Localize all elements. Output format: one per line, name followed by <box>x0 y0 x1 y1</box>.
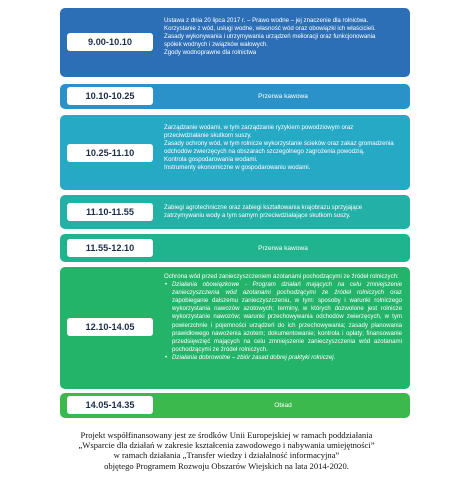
break-label: Przerwa kawowa <box>258 245 308 252</box>
description-line: odchodów zwierzęcych na obszarach szczególnego zagrożenia powodzią. <box>164 148 365 156</box>
description-line: przeciwdziałanie skutkom suszy. <box>164 132 252 140</box>
description-line: Instrumenty ekonomiczne w gospodarowaniu wodami. <box>164 164 311 172</box>
agenda-row-session <box>60 267 410 389</box>
description-line: Ochrona wód przed zanieczyszczeniem azotanami pochodzącymi ze źródeł rolniczych: <box>164 273 399 280</box>
bullet-voluntary-actions: • Działania dobrowolne – zbiór zasad dobrej praktyki rolniczej. <box>164 354 402 362</box>
bullet-lead: Działania obowiązkowe - Program działań mających na celu zmniejszenie zanieczyszczenia wód azotanami pochodzącymi ze źródeł rolniczych <box>172 281 402 297</box>
time-label: 11.10-11.55 <box>67 203 153 221</box>
description-line: Korzystanie z wód, usługi wodne, własność wód oraz obowiązki ich właścicieli. <box>164 25 376 33</box>
time-label: 14.05-14.35 <box>67 396 153 414</box>
agenda-row-session <box>60 115 410 190</box>
description-line: Ustawa z dnia 20 lipca 2017 r. – Prawo wodne – jej znaczenie dla rolnictwa. <box>164 17 369 24</box>
description-line: zatrzymywaniu wody a tym samym przeciwdziałające skutkom suszy. <box>164 212 351 220</box>
agenda-row-lunch <box>60 393 410 418</box>
description-line: spółek wodnych i związków wałowych. <box>164 41 268 49</box>
funding-line: Projekt współfinansowany jest ze środków Unii Europejskiej w ramach poddziałania <box>80 430 373 440</box>
description-line: Zarządzanie wodami, w tym zarządzanie ryzykiem powodziowym oraz <box>164 124 354 131</box>
agenda-row-session <box>60 8 410 77</box>
description-line: Zgody wodnoprawne dla rolnictwa <box>164 49 257 57</box>
description-line: Zabiegi agrotechniczne oraz zabiegi kształtowania krajobrazu sprzyjające <box>164 204 363 211</box>
bullet-list <box>164 281 402 362</box>
session-description <box>164 124 402 173</box>
time-label: 10.10-10.25 <box>67 87 153 105</box>
bullet-mandatory-actions <box>164 281 402 354</box>
time-label: 12.10-14.05 <box>67 318 153 336</box>
funding-line: „Wsparcie dla działań w zakresie kształcenia zawodowego i nabywania umiejętności” <box>78 440 375 451</box>
session-description <box>164 273 402 362</box>
agenda-row-session <box>60 195 410 229</box>
session-description <box>164 17 402 57</box>
funding-note <box>0 430 453 471</box>
lunch-label: Obiad <box>274 402 292 409</box>
description-line: Zasady ochrony wód, w tym rolnicze wykorzystanie ścieków oraz zakaz gromadzenia <box>164 140 394 148</box>
agenda-row-coffee-break <box>60 234 410 262</box>
bullet-rest: oraz zapobieganie dalszemu zanieczyszczeniu, w tym: sposoby i warunki rolniczego wykorzystania nawozów azotowych; terminy, w których dozwolone jest rolnicze wykorzystanie nawozów; warunki przechowywania odchodów zwierzęcych, w tym powierzchnie i pojemności urządzeń do ich przechowywania; zasady planowania prawidłowego nawożenia azotem; dokumentowanie; kontrola i opłaty; finansowanie przedsięwzięć mających na celu zmniejszenie zanieczyszczenia wód azotanami pochodzącymi ze źródeł rolniczych. <box>172 289 402 353</box>
funding-line: objętego Programem Rozwoju Obszarów Wiejskich na lata 2014-2020. <box>104 460 349 471</box>
break-label: Przerwa kawowa <box>258 93 308 100</box>
time-label: 11.55-12.10 <box>67 239 153 257</box>
time-label: 10.25-11.10 <box>67 144 153 162</box>
session-description <box>164 204 402 220</box>
agenda-row-coffee-break <box>60 84 410 109</box>
description-line: Zasady wykonywania i utrzymywania urządzeń melioracji oraz funkcjonowania <box>164 33 376 41</box>
description-line: Kontrola gospodarowania wodami. <box>164 156 258 164</box>
time-label: 9.00-10.10 <box>67 33 153 51</box>
funding-line: w ramach działania „Transfer wiedzy i działalność informacyjna” <box>113 450 340 461</box>
